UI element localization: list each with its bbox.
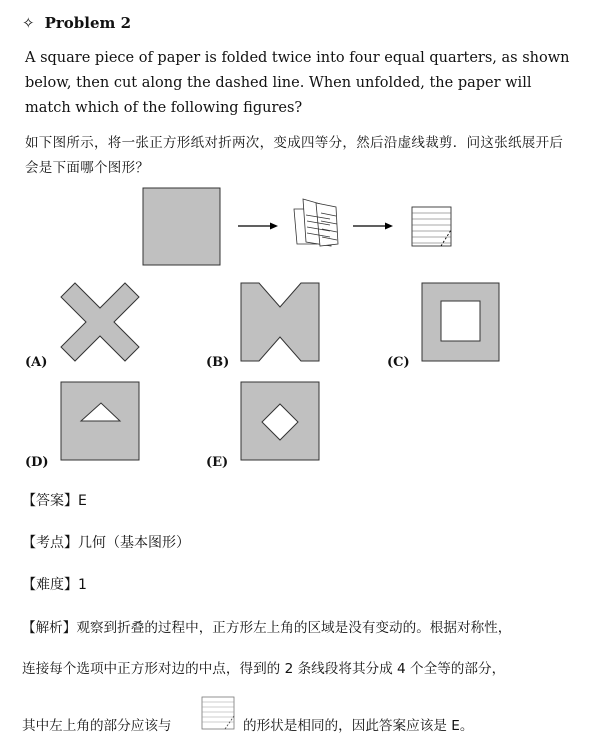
option-d-label: (D) — [25, 455, 49, 470]
analysis-line-2: 连接每个选项中正方形对边的中点，得到的 2 条线段将其分成 4 个全等的部分， — [22, 661, 506, 677]
topic-row — [22, 532, 190, 552]
option-a-shape — [61, 283, 139, 361]
problem-title: ✧ Problem 2 — [22, 14, 132, 32]
option-e-label: (E) — [206, 455, 229, 470]
analysis-line-3b: 的形状是相同的，因此答案应该是 E。 — [243, 718, 474, 734]
analysis-line-3a: 其中左上角的部分应该与 — [22, 718, 172, 734]
option-b-shape — [241, 283, 319, 361]
difficulty-label: 【难度】 — [22, 577, 78, 593]
arrow-icon-2 — [353, 223, 393, 230]
option-e-shape — [241, 382, 319, 460]
paper-square — [143, 188, 220, 265]
diamond-icon: ✧ — [22, 14, 35, 32]
option-c-label: (C) — [387, 355, 410, 370]
problem-text-en: A square piece of paper is folded twice into four equal quarters, as shown below, then cut along the dashed line. When unfolded, the paper will match which of the following figures? — [25, 50, 570, 116]
folded-square-small-icon — [202, 697, 234, 729]
analysis-line-1: 【解析】观察到折叠的过程中，正方形左上角的区域是没有变动的。根据对称性， — [22, 620, 512, 636]
option-c-shape — [422, 283, 499, 361]
arrow-icon-1 — [238, 223, 278, 230]
difficulty-row — [22, 574, 87, 594]
folded-square-icon — [412, 207, 451, 246]
topic-value: 几何（基本图形） — [78, 535, 190, 551]
answer-row — [22, 490, 87, 510]
difficulty-value: 1 — [78, 577, 87, 593]
folded-paper-icon — [294, 199, 338, 246]
option-b-label: (B) — [206, 355, 230, 370]
problem-text-zh: 如下图所示，将一张正方形纸对折两次，变成四等分，然后沿虚线裁剪．问这张纸展开后会是下面哪个图形？ — [25, 135, 564, 176]
analysis-label: 【解析】 — [22, 620, 77, 636]
dashed-cut-line — [441, 230, 451, 246]
option-a-label: (A) — [25, 355, 48, 370]
answer-value: E — [78, 493, 87, 509]
option-d-shape — [61, 382, 139, 460]
topic-label: 【考点】 — [22, 535, 78, 551]
answer-label: 【答案】 — [22, 493, 78, 509]
